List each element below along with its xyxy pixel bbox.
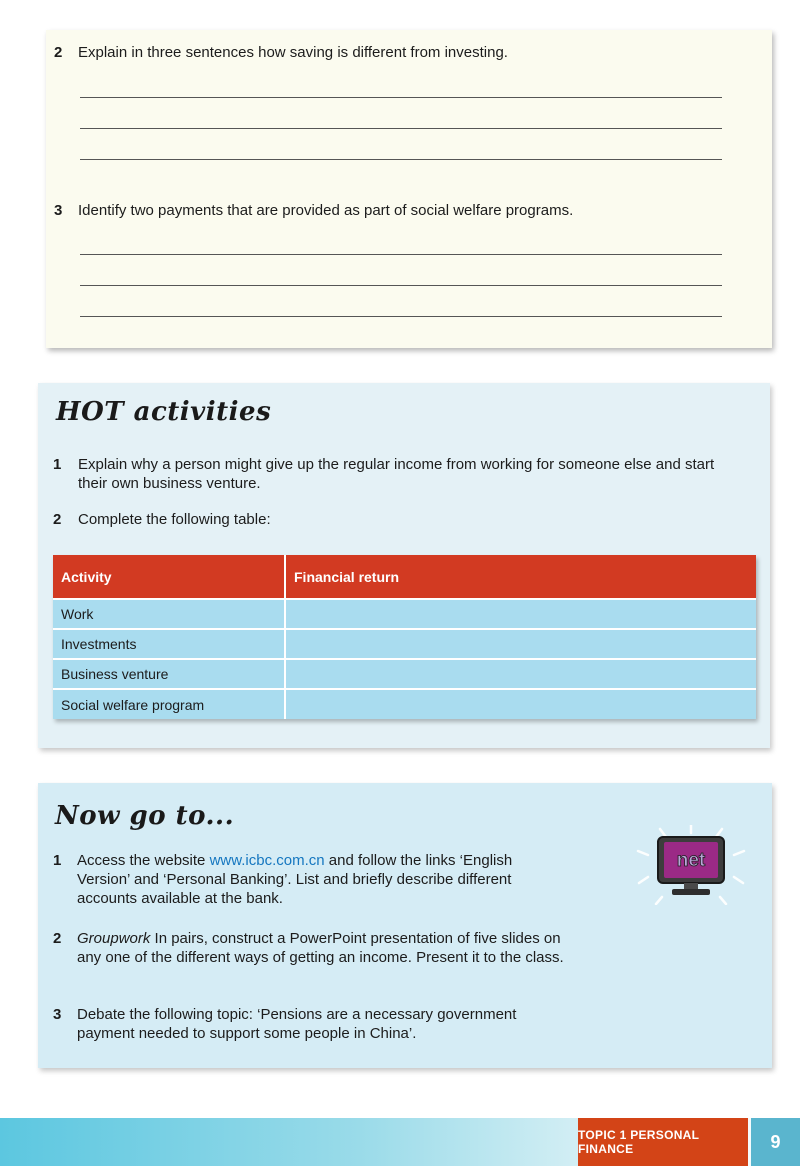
activity-table [53, 555, 756, 719]
activity-cell: Work [53, 599, 285, 629]
answer-line[interactable] [80, 285, 722, 286]
question-2 [54, 43, 508, 62]
financial-return-cell[interactable] [285, 689, 756, 719]
financial-return-cell[interactable] [285, 659, 756, 689]
question-text: Identify two payments that are provided as part of social welfare programs. [78, 202, 574, 219]
activity-cell: Investments [53, 629, 285, 659]
hot-item-2 [53, 510, 743, 529]
column-header-activity: Activity [53, 555, 285, 599]
financial-return-cell[interactable] [285, 629, 756, 659]
website-link[interactable]: www.icbc.com.cn [209, 852, 325, 869]
item-text: Debate the following topic: ‘Pensions are a necessary government payment needed to support some people in China’. [77, 1006, 517, 1042]
page-number: 9 [751, 1118, 800, 1166]
item-text-part: and follow the links ‘English Version’ and ‘Personal Banking’. List and briefly describe different accounts available at the bank. [77, 852, 513, 907]
activity-cell: Social welfare program [53, 689, 285, 719]
now-item-1 [53, 851, 567, 908]
question-3 [54, 201, 573, 220]
financial-return-cell[interactable] [285, 599, 756, 629]
item-text [77, 929, 567, 967]
item-number: 1 [53, 852, 62, 869]
item-number: 1 [53, 456, 62, 473]
net-badge-text: net [676, 850, 706, 871]
now-item-2 [53, 929, 567, 967]
hot-activities-heading: HOT activities [56, 397, 272, 427]
hot-item-1 [53, 455, 743, 493]
table-row [53, 689, 756, 719]
footer-topic-label: TOPIC 1 PERSONAL FINANCE [578, 1118, 748, 1166]
item-number: 3 [53, 1006, 62, 1023]
answer-line[interactable] [80, 254, 722, 255]
table-row [53, 659, 756, 689]
item-text: Explain why a person might give up the regular income from working for someone else and start their own business venture. [78, 456, 715, 492]
answer-line[interactable] [80, 128, 722, 129]
answer-line[interactable] [80, 159, 722, 160]
activity-cell: Business venture [53, 659, 285, 689]
table-row [53, 629, 756, 659]
item-text-part: Access the website [77, 852, 210, 869]
item-text [77, 851, 567, 908]
now-go-to-panel [38, 783, 772, 1068]
table-header-row [53, 555, 756, 599]
item-number: 2 [53, 930, 62, 947]
item-text: Complete the following table: [78, 511, 271, 528]
answer-line[interactable] [80, 97, 722, 98]
net-computer-icon [636, 825, 746, 905]
item-number: 2 [53, 511, 62, 528]
column-header-financial-return: Financial return [285, 555, 756, 599]
groupwork-label: Groupwork [77, 930, 151, 947]
now-go-to-heading: Now go to... [55, 801, 235, 831]
question-number: 2 [54, 44, 63, 61]
hot-activities-panel [38, 383, 770, 748]
now-item-3 [53, 1005, 567, 1043]
table-row [53, 599, 756, 629]
review-questions-panel [46, 30, 772, 348]
question-text: Explain in three sentences how saving is different from investing. [78, 44, 508, 61]
question-number: 3 [54, 202, 63, 219]
answer-line[interactable] [80, 316, 722, 317]
item-text-part: In pairs, construct a PowerPoint presentation of five slides on any one of the different ways of getting an income. Present it to the class. [77, 930, 564, 966]
